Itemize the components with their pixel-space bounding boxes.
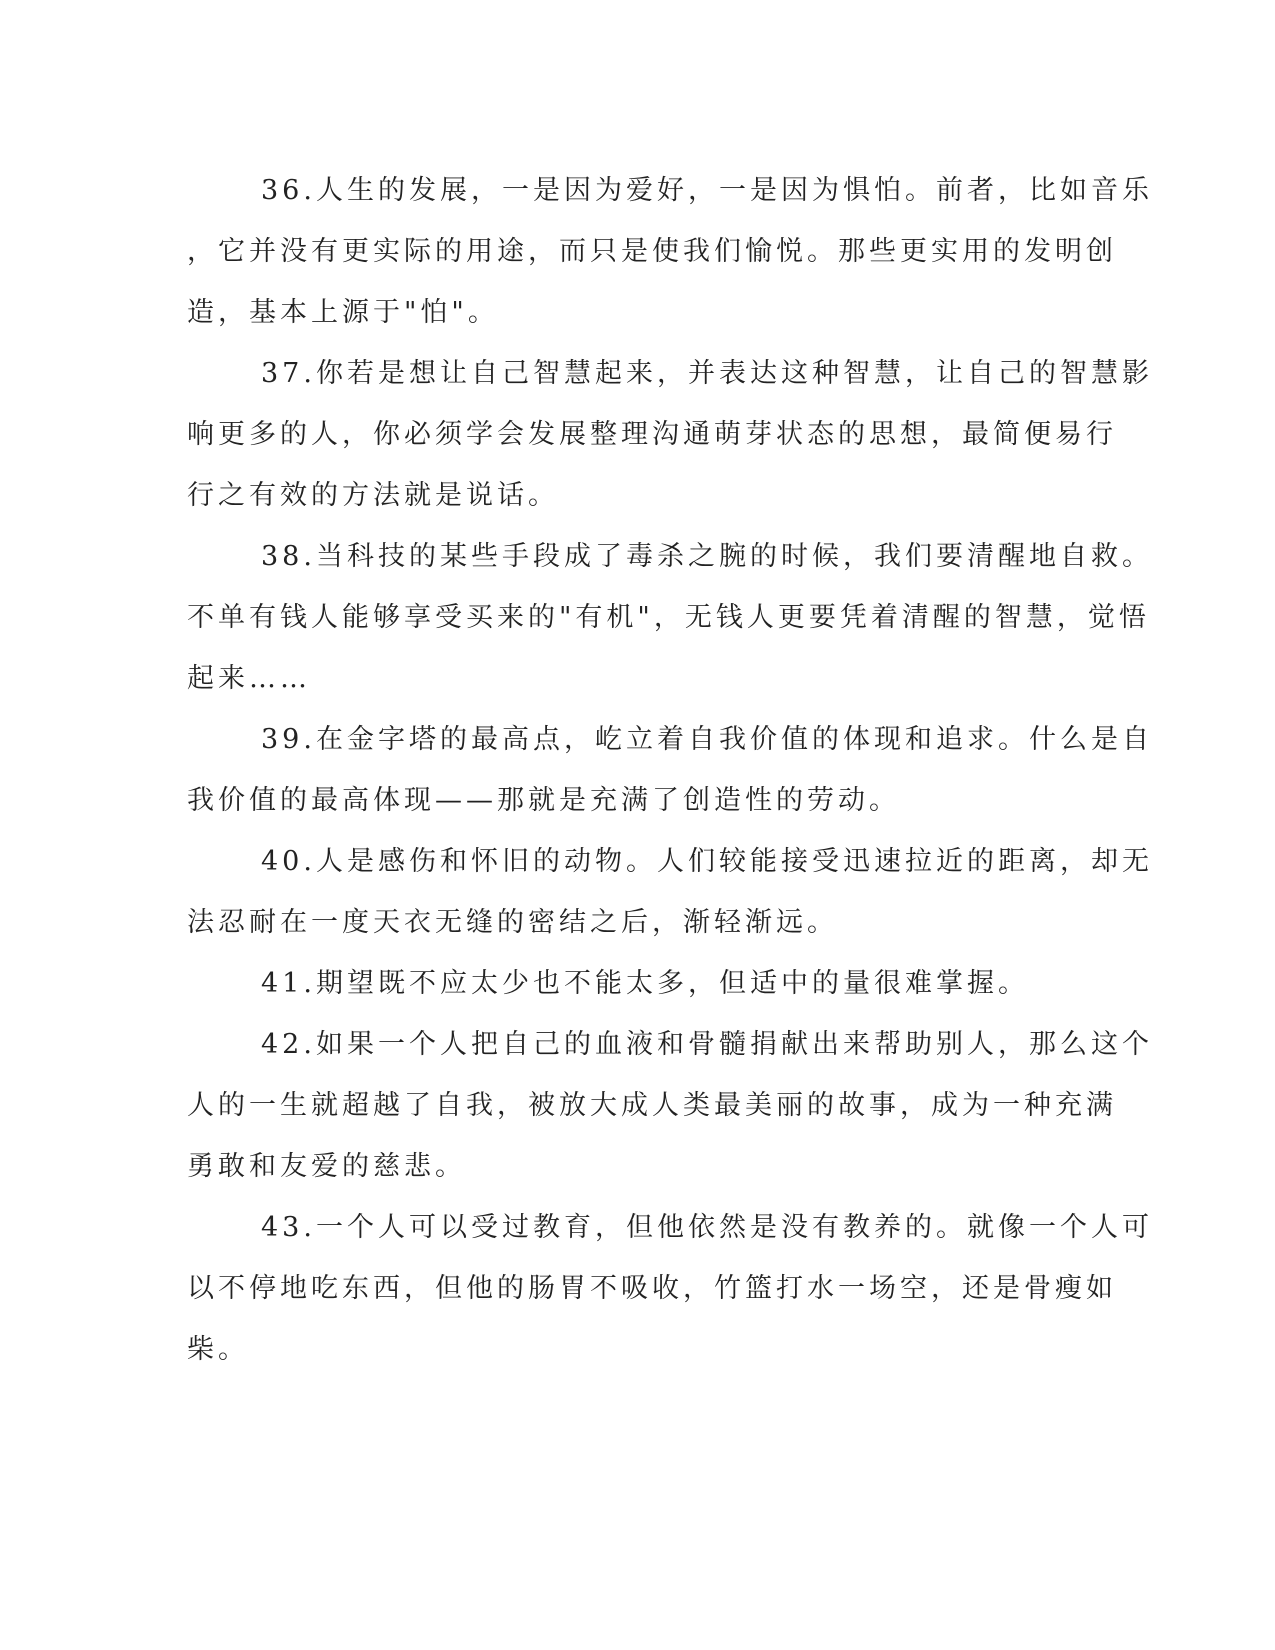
text-line: 行之有效的方法就是说话。 [187,480,559,511]
paragraph-42 [187,1014,1153,1197]
text-line: 42.如果一个人把自己的血液和骨髓捐献出来帮助别人，那么这个 [261,1029,1153,1060]
text-line: 37.你若是想让自己智慧起来，并表达这种智慧，让自己的智慧影 [261,358,1153,389]
text-line: 响更多的人，你必须学会发展整理沟通萌芽状态的思想，最简便易行 [187,419,1117,450]
document-body [187,160,1153,1380]
text-line: 以不停地吃东西，但他的肠胃不吸收，竹篮打水一场空，还是骨瘦如 [187,1273,1117,1304]
text-line: 造，基本上源于"怕"。 [187,297,499,328]
text-line: 起来…… [187,663,311,694]
text-line: 柴。 [187,1334,249,1365]
text-line: 41.期望既不应太少也不能太多，但适中的量很难掌握。 [261,968,1029,999]
text-line: 勇敢和友爱的慈悲。 [187,1151,466,1182]
text-line: 法忍耐在一度天衣无缝的密结之后，渐轻渐远。 [187,907,838,938]
text-line: 38.当科技的某些手段成了毒杀之腕的时候，我们要清醒地自救。 [261,541,1153,572]
text-line: 39.在金字塔的最高点，屹立着自我价值的体现和追求。什么是自 [261,724,1153,755]
text-line: 40.人是感伤和怀旧的动物。人们较能接受迅速拉近的距离，却无 [261,846,1153,877]
paragraph-41 [187,953,1087,1014]
text-line: 人的一生就超越了自我，被放大成人类最美丽的故事，成为一种充满 [187,1090,1117,1121]
text-line: 36.人生的发展，一是因为爱好，一是因为惧怕。前者，比如音乐 [261,175,1153,206]
paragraph-39 [187,709,1153,831]
paragraph-36 [187,160,1153,343]
text-line: 我价值的最高体现——那就是充满了创造性的劳动。 [187,785,900,816]
text-line: 43.一个人可以受过教育，但他依然是没有教养的。就像一个人可 [261,1212,1153,1243]
text-line: ，它并没有更实际的用途，而只是使我们愉悦。那些更实用的发明创 [187,236,1117,267]
paragraph-38 [187,526,1153,709]
paragraph-40 [187,831,1153,953]
text-line: 不单有钱人能够享受买来的"有机"，无钱人更要凭着清醒的智慧，觉悟 [187,602,1150,633]
paragraph-37 [187,343,1153,526]
paragraph-43 [187,1197,1153,1380]
